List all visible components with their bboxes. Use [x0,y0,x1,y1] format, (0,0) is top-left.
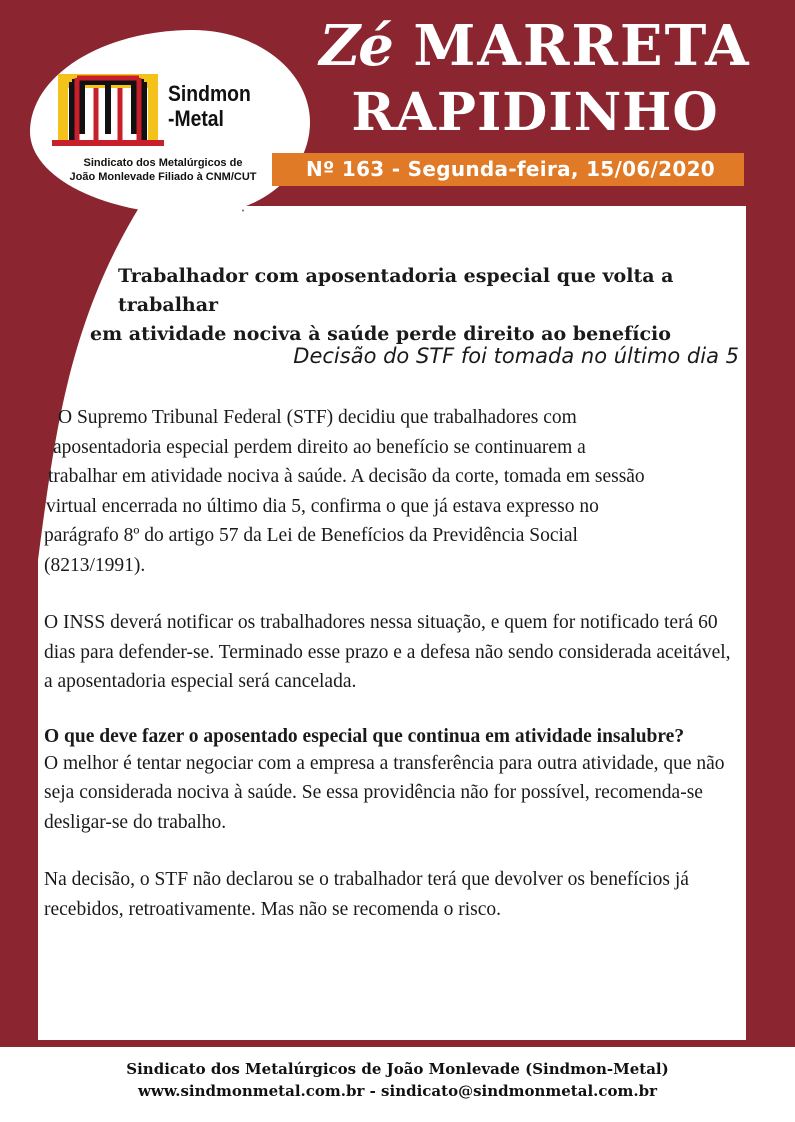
paragraph-1-line: aposentadoria especial perdem direito ao benefício se continuarem a [53,436,586,458]
sindmon-metal-logo-icon [52,74,164,150]
footer-line1: Sindicato dos Metalúrgicos de João Monlevade (Sindmon-Metal) [126,1060,669,1078]
footer-contact-links[interactable]: www.sindmonmetal.com.br - sindicato@sindmonmetal.com.br [138,1082,657,1100]
paragraph-1-line: trabalhar em atividade nociva à saúde. A decisão da corte, tomada em sessão [48,466,645,487]
logo-name-line2: -Metal [168,106,224,132]
article-headline [90,262,740,349]
masthead-main: MARRETA [413,13,751,79]
paragraph-1 [44,403,744,580]
footer [0,1058,795,1102]
logo-subtitle [48,156,278,185]
paragraph-1-line: (8213/1991). [44,554,146,576]
registration-mark: • [241,207,246,215]
masthead-title [300,13,770,79]
paragraph-1-line: parágrafo 8º do artigo 57 da Lei de Benefícios da Previdência Social [44,525,578,546]
headline-line2: em atividade nociva à saúde perde direito ao benefício [90,323,671,345]
logo-name-line1: Sindmon [168,81,251,106]
article-subhead: Decisão do STF foi tomada no último dia 5 [293,344,739,368]
paragraph-3: O melhor é tentar negociar com a empresa a transferência para outra atividade, que não seja considerada nociva à saúde. Se essa providência não for possível, recomenda-se desligar-se do trabalho. [44,752,725,833]
paragraph-1-line: O Supremo Tribunal Federal (STF) decidiu que trabalhadores com [58,407,577,428]
logo-name [168,81,256,132]
paragraph-1-line: virtual encerrada no último dia 5, confirma o que já estava expresso no [46,495,599,517]
masthead-prefix: Zé [319,13,392,79]
question-heading: O que deve fazer o aposentado especial que continua em atividade insalubre? [44,725,685,747]
paragraph-4: Na decisão, o STF não declarou se o trabalhador terá que devolver os benefícios já recebidos, retroativamente. Mas não se recomenda o risco. [44,869,689,920]
paragraph-2: O INSS deverá notificar os trabalhadores nessa situação, e quem for notificado terá 60 dias para defender-se. Terminado esse prazo e a defesa não sendo considerada aceitável, a aposentadoria especial será cancelada. [44,612,731,692]
logo-subtitle-line1: Sindicato dos Metalúrgicos de [83,157,243,169]
issue-bar: Nº 163 - Segunda-feira, 15/06/2020 [272,153,744,186]
masthead-subtitle: RAPIDINHO [351,82,719,143]
article-body [44,403,744,952]
logo-subtitle-line2: João Monlevade Filiado à CNM/CUT [69,171,257,184]
headline-line1: Trabalhador com aposentadoria especial que volta a trabalhar [118,265,674,316]
